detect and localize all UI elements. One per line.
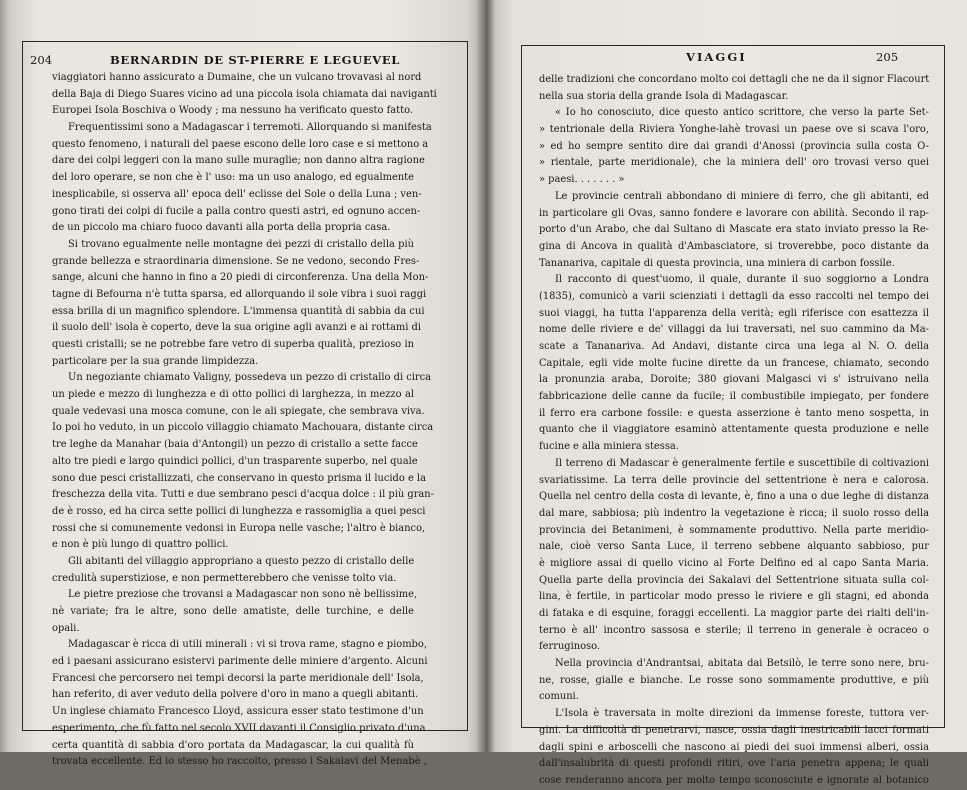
- text-line: Francesi che percorsero nei tempi decorsi la parte meridionale dell' Isola,: [52, 672, 424, 684]
- text-line: gono tirati dei colpi di fucile a palla contro questi astri, ed ognuno accen-: [52, 205, 421, 217]
- text-line: svariatissime. La terra delle provincie del settentrione è nera e calorosa.: [539, 474, 929, 486]
- text-line: di fataka e di esquine, foraggi eccellenti. La maggior parte dei rialti dell'in-: [539, 608, 929, 619]
- text-line: delle tradizioni che concordano molto coi dettagli che ne da il signor Flacourt: [539, 74, 930, 85]
- text-line: Tananariva, capitale di questa provincia, una miniera di carbon fossile.: [539, 257, 895, 269]
- text-line: tagne di Befourna n'è tutta sparsa, ed allorquando il sole vibra i suoi raggi: [52, 288, 427, 300]
- text-line: Europei Isola Boschiva o Woody ; ma nessuno ha verificato questo fatto.: [52, 105, 413, 117]
- text-line: ne, rosse, gialle e bianche. Le rosse sono sommamente produttive, e più: [539, 674, 929, 686]
- text-line: Le provincie centrali abbondano di miniere di ferro, che gli abitanti, ed: [555, 190, 929, 202]
- page-number-left: 204: [30, 53, 53, 67]
- text-line: tre leghe da Manahar (baia d'Antongil) un pezzo di cristallo a sette facce: [52, 439, 418, 451]
- text-line: dal mare, sabbiosa; più indentro la vegetazione è ricca; il suolo rosso della: [539, 507, 929, 519]
- right-page: [486, 0, 967, 786]
- text-line: comuni.: [539, 691, 579, 703]
- text-line: terno è all' incontro sassosa e sterile; il terreno in generale è ocraceo o: [539, 624, 929, 636]
- text-line: Le pietre preziose che trovansi a Madagascar non sono nè bellissime,: [68, 589, 418, 601]
- text-line: Il racconto di quest'uomo, il quale, durante il suo soggiorno a Londra: [555, 274, 929, 286]
- text-line: della Baja di Diego Suares vicino ad una piccola isola chiamata dai naviganti: [52, 88, 437, 100]
- running-head-left: BERNARDIN DE ST-PIERRE E LEGUEVEL: [110, 53, 401, 67]
- text-line: del loro operare, se non che è l' uso: ma un uso analogo, ed egualmente: [52, 172, 414, 184]
- text-line: dall'insalubrità di questi profondi ritiri, ove l'aria penetra appena; le quali: [539, 758, 929, 770]
- text-line: grande bellezza e straordinaria dimensione. Se ne vedono, secondo Fres-: [52, 255, 420, 267]
- text-line: ed i paesani assicurano esistervi parimente delle miniere d'argento. Alcuni: [52, 656, 428, 668]
- text-line: suoi viaggi, ha tutta l'apparenza della verità; egli riferisce con esattezza il: [539, 307, 929, 319]
- text-line: questo fenomeno, i naturali del paese escono delle loro case e si mettono a: [52, 138, 429, 150]
- running-head-right: VIAGGI: [686, 50, 747, 64]
- right-page-body: [539, 72, 929, 790]
- text-line: il ferro era carbone fossile: e questa asserzione è tanto meno sospetta, in: [539, 407, 929, 419]
- text-line: freschezza della vita. Tutti e due sembrano pesci d'acqua dolce : il più gran-: [52, 489, 434, 501]
- text-line: gina di Ancova in qualità d'Ambasciatore, si troverebbe, poco distante da: [539, 240, 929, 252]
- text-line: certa quantità di sabbia d'oro portata da Madagascar, la cui qualità fù: [52, 739, 414, 751]
- text-line: Si trovano egualmente nelle montagne dei pezzi di cristallo della più: [68, 238, 414, 250]
- text-line: inesplicabile, si osserva all' epoca dell' eclisse del Sole o della Luna ; ven-: [52, 188, 422, 200]
- text-line: de è rosso, ed ha circa sette pollici di lunghezza e rassomiglia a quei pesci: [52, 505, 426, 517]
- text-line: » rientale, parte meridionale), che la miniera dell' oro trovasi verso quei: [539, 157, 929, 169]
- text-line: « Io ho conosciuto, dice questo antico scrittore, che verso la parte Set-: [555, 107, 929, 119]
- text-line: ferruginoso.: [539, 641, 601, 653]
- text-line: trovata eccellente. Ed io stesso ho raccolto, presso i Sakalavi del Menabè ,: [52, 756, 427, 768]
- text-line: un piede e mezzo di lunghezza e di otto pollici di larghezza, in mezzo al: [52, 389, 414, 401]
- text-line: opali.: [52, 622, 80, 634]
- text-line: scate a Tananariva. Ad Andavi, distante circa una lega al N. O. della: [539, 341, 929, 352]
- text-line: » tentrionale della Riviera Yonghe-lahè trovasi un paese ove si scava l'oro,: [539, 124, 929, 136]
- text-line: nale, cioè verso Santa Luce, il terreno sebbene alquanto sabbioso, pur: [539, 541, 929, 553]
- left-page: [0, 0, 486, 768]
- text-line: Capitale, egli vide molte fucine dirette da un francese, chiamato, secondo: [539, 357, 929, 369]
- text-line: credulità superstiziose, e non permetterebbero che venisse tolto via.: [52, 572, 397, 584]
- text-line: dare dei colpi leggeri con la mano sulle muraglie; non danno altra ragione: [52, 155, 425, 167]
- text-line: nella sua storia della grande Isola di Madagascar.: [539, 90, 789, 102]
- page-number-right: 205: [876, 50, 899, 64]
- text-line: in particolare gli Ovas, sanno fondere e lavorare con abilità. Secondo il rap-: [539, 207, 929, 219]
- text-line: de un piccolo ma chiaro fuoco davanti alla porta della propria casa.: [52, 222, 391, 234]
- text-line: Frequentissimi sono a Madagascar i terremoti. Allorquando si manifesta: [68, 122, 432, 134]
- text-line: particolare per la sua grande limpidezza.: [52, 355, 259, 367]
- text-line: e non è più lungo di quattro pollici.: [52, 539, 229, 551]
- text-line: nome delle riviere e de' villaggi da lui traversati, nel suo cammino da Ma-: [539, 324, 929, 336]
- text-line: fucine e alla miniera stessa.: [539, 441, 679, 453]
- left-page-body: [52, 70, 437, 771]
- text-line: è migliore assai di quello vicino al Forte Delfino ed al capo Santa Maria.: [539, 557, 929, 569]
- text-line: sono due pesci cristallizzati, che conservano in questo prisma il lucido e la: [52, 472, 426, 484]
- text-line: viaggiatori hanno assicurato a Dumaine, che un vulcano trovavasi al nord: [52, 72, 422, 83]
- text-line: questi cristalli; se ne potrebbe fare vetro di superba qualità, prezioso in: [52, 339, 414, 350]
- text-line: lina, è fertile, in particolar modo presso le riviere e gli stagni, ed abonda: [539, 591, 929, 603]
- text-line: Madagascar è ricca di utili minerali : vi si trova rame, stagno e piombo,: [68, 639, 427, 651]
- text-line: (1835), comunicò a varii scienziati i dettagli da esso raccolti nel tempo dei: [539, 290, 929, 302]
- text-line: essa brilla di un magnifico splendore. L'immensa quantità di sabbia da cui: [52, 305, 425, 317]
- text-line: » ed ho sempre sentito dire dai grandi d'Anossi (provincia sulla costa O-: [539, 140, 929, 152]
- text-line: sange, alcuni che hanno in fino a 20 piedi di circonferenza. Una della Mon-: [52, 272, 429, 284]
- text-line: dagli spini e arboscelli che nascono ai piedi dei suoi immensi alberi, ossia: [539, 741, 929, 753]
- text-line: L'Isola è traversata in molte direzioni da immense foreste, tuttora ver-: [555, 708, 929, 720]
- text-line: il suolo dell' isola è coperto, deve la sua origine agli avanzi e ai rottami di: [52, 322, 421, 334]
- text-line: rossi che si comunemente vedonsi in Europa nelle vasche; l'altro è bianco,: [52, 522, 426, 534]
- text-line: cose renderanno ancora per molto tempo sconosciute e ignorate al botanico: [539, 774, 929, 786]
- text-line: alto tre piedi e largo quindici pollici, d'un trasparente superbo, nel quale: [52, 455, 418, 467]
- text-line: Quella parte della provincia dei Sakalavi del Settentrione situata sulla col-: [539, 574, 929, 586]
- text-line: gini. La difficoltà di penetrarvi, nasce, ossia dagli inestricabili lacci formati: [539, 724, 929, 736]
- text-line: Nella provincia d'Andrantsai, abitata dai Betsilò, le terre sono nere, bru-: [555, 658, 929, 670]
- text-line: la pronunzia araba, Doroite; 380 giovani Malgasci vi s' istruivano nella: [539, 374, 929, 386]
- text-line: nè variate; fra le altre, sono delle amatiste, delle turchine, e delle: [52, 606, 414, 617]
- text-line: esperimento, che fù fatto nel secolo XVII davanti il Consiglio privato d'una: [52, 722, 426, 734]
- text-line: fabbricazione delle canne da fucile; il combustibile impiegato, per fondere: [539, 391, 929, 403]
- text-line: provincia dei Betanimeni, è sommamente produttivo. Nella parte meridio-: [539, 524, 929, 536]
- text-line: Il terreno di Madascar è generalmente fertile e suscettibile di coltivazioni: [555, 457, 929, 469]
- text-line: quale vedevasi una mosca comune, con le ali spiegate, che sembrava viva.: [52, 405, 425, 417]
- text-line: porto d'un Arabo, che dal Sultano di Mascate era stato inviato presso la Re-: [539, 224, 929, 236]
- text-line: Un inglese chiamato Francesco Lloyd, assicura esser stato testimone d'un: [52, 706, 424, 718]
- text-line: Gli abitanti del villaggio appropriano a questo pezzo di cristallo delle: [68, 555, 415, 567]
- text-line: han referito, di aver veduto della polvere d'oro in mano a quegli abitanti.: [52, 689, 419, 701]
- text-line: quanto che il viaggiatore esaminò attentamente questa produzione e nelle: [539, 424, 929, 436]
- text-line: Un negoziante chiamato Valigny, possedeva un pezzo di cristallo di circa: [68, 372, 432, 384]
- text-line: » paesi. . . . . . . »: [539, 174, 625, 186]
- text-line: Io poi ho veduto, in un piccolo villaggio chiamato Machouara, distante circa: [52, 422, 434, 434]
- text-line: Quella nel centro della costa di levante, è, fino a una o due leghe di distanza: [539, 491, 929, 503]
